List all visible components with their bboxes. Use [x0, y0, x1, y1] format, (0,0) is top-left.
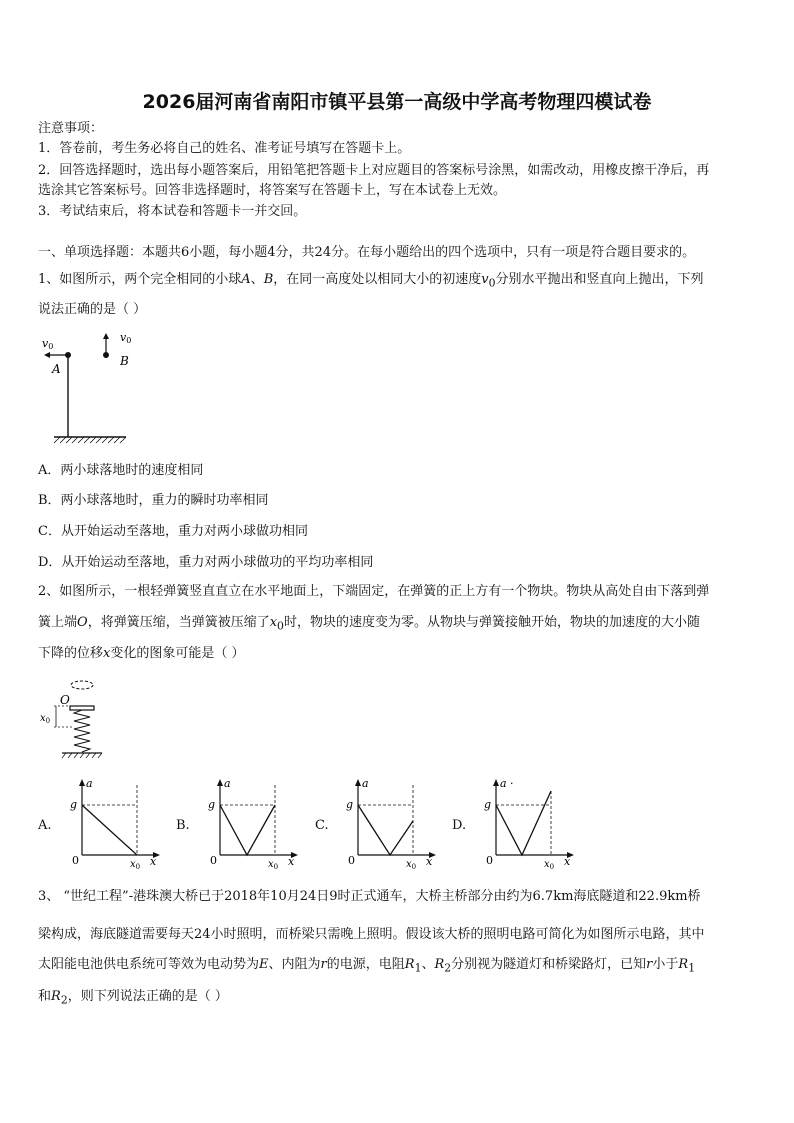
spring-o-label: O — [60, 693, 70, 707]
q1-option-c: C．从开始运动至落地，重力对两小球做功相同 — [38, 524, 308, 539]
spring-coil — [74, 710, 90, 752]
page-title: 2026届河南省南阳市镇平县第一高级中学高考物理四模试卷 — [142, 91, 652, 113]
graph-a-origin: 0 — [72, 854, 79, 867]
q2-stem-line1: 2、如图所示，一根轻弹簧竖直直立在水平地面上，下端固定，在弹簧的正上方有一个物块。物块从高处自由下落到弹 — [38, 584, 710, 599]
notice-item-3: 3．考试结束后，将本试卷和答题卡一并交回。 — [38, 204, 307, 219]
q1-option-b: B．两小球落地时，重力的瞬时功率相同 — [38, 493, 269, 508]
graph-b-curve — [220, 805, 275, 855]
graph-d-ylabel: a · — [500, 777, 514, 790]
graph-c — [338, 775, 446, 870]
graph-b — [200, 775, 308, 870]
graph-a-ylabel: a — [86, 777, 93, 790]
graph-d-origin: 0 — [486, 854, 493, 867]
section-heading: 一、单项选择题：本题共6小题，每小题4分，共24分。在每小题给出的四个选项中，只有一项是符合题目要求的。 — [38, 245, 696, 260]
ground-hatch — [54, 437, 126, 443]
fig-v0-left: v0 — [42, 337, 54, 351]
y-axis-arrow-icon — [355, 779, 361, 786]
graph-b-g: g — [208, 798, 216, 811]
graph-option-c-letter: C. — [315, 818, 329, 833]
graph-c-x0: $x_0$ — [406, 859, 417, 870]
graph-option-a-letter: A. — [38, 818, 52, 833]
graph-a-curve — [82, 805, 137, 855]
graph-d-g: g — [484, 798, 492, 811]
graph-d — [476, 775, 584, 870]
y-axis-arrow-icon — [79, 779, 85, 786]
graph-c-origin: 0 — [348, 854, 355, 867]
graph-c-xlabel: x — [426, 855, 433, 868]
graph-a-x0: $x_0$ — [130, 859, 141, 870]
graph-c-curve — [358, 805, 413, 855]
graph-b-ylabel: a — [224, 777, 231, 790]
q1-option-d: D．从开始运动至落地，重力对两小球做功的平均功率相同 — [38, 555, 374, 570]
spring-plate — [70, 706, 94, 710]
arrow-left-icon — [44, 352, 50, 358]
graph-b-xlabel: x — [288, 855, 295, 868]
graph-c-g: g — [346, 798, 354, 811]
graph-option-d-letter: D. — [452, 818, 467, 833]
q3-stem-line4: 和$R_2$，则下列说法正确的是（ ） — [38, 989, 228, 1007]
q1-option-a: A．两小球落地时的速度相同 — [38, 463, 204, 478]
graph-a — [62, 775, 170, 870]
graph-a-g: g — [70, 798, 78, 811]
fig-v0-up: v0 — [120, 331, 132, 345]
notice-item-1: 1．答卷前，考生务必将自己的姓名、准考证号填写在答题卡上。 — [38, 141, 411, 156]
notice-item-2: 2．回答选择题时，选出每小题答案后，用铅笔把答题卡上对应题目的答案标号涂黑，如需改动，用橡皮擦干净后，再 — [38, 163, 710, 178]
fig-label-a: A — [52, 362, 61, 376]
block-outline — [71, 681, 93, 689]
y-axis-arrow-icon — [217, 779, 223, 786]
q3-stem-line1: 3、 “世纪工程”-港珠澳大桥已于2018年10月24日9时正式通车，大桥主桥部分由约为6.7km海底隧道和22.9km桥 — [38, 889, 701, 904]
q2-stem-line3: 下降的位移x变化的图象可能是（ ） — [38, 646, 245, 661]
q2-spring-figure — [36, 675, 116, 760]
q2-stem-line2: 簧上端O，将弹簧压缩，当弹簧被压缩了$x_0$时，物块的速度变为零。从物块与弹簧接触开始，物块的加速度的大小随 — [38, 615, 700, 633]
spring-ground-hatch — [62, 753, 102, 758]
fig-label-b: B — [120, 354, 129, 368]
graph-c-ylabel: a — [362, 777, 369, 790]
graph-d-x0: $x_0$ — [544, 859, 555, 870]
graph-a-xlabel: x — [150, 855, 157, 868]
q1-figure — [36, 325, 146, 450]
q3-stem-line2: 梁构成，海底隧道需要每天24小时照明，而桥梁只需晚上照明。假设该大桥的照明电路可简化为如图所示电路，其中 — [38, 927, 705, 942]
graph-option-b-letter: B. — [176, 818, 190, 833]
spring-x0-label: $x_0$ — [40, 713, 51, 725]
graph-d-xlabel: x — [564, 855, 571, 868]
q3-stem-line3: 太阳能电池供电系统可等效为电动势为E、内阻为r的电源，电阻$R_1$、$R_2$分别视为隧道灯和桥梁路灯，已知r小于$R_1$ — [38, 957, 696, 975]
notice-item-2-cont: 选涂其它答案标号。回答非选择题时，将答案写在答题卡上，写在本试卷上无效。 — [38, 183, 507, 198]
q1-stem-line1: 1、如图所示，两个完全相同的小球A、B，在同一高度处以相同大小的初速度$v_0$分别水平抛出和竖直向上抛出，下列 — [38, 272, 704, 290]
graph-b-origin: 0 — [210, 854, 217, 867]
arrow-up-icon — [103, 333, 109, 339]
graph-d-curve — [496, 791, 551, 855]
q1-stem-line2: 说法正确的是（ ） — [38, 302, 147, 317]
y-axis-arrow-icon — [493, 779, 499, 786]
graph-b-x0: $x_0$ — [268, 859, 279, 870]
notice-header: 注意事项： — [38, 121, 104, 136]
